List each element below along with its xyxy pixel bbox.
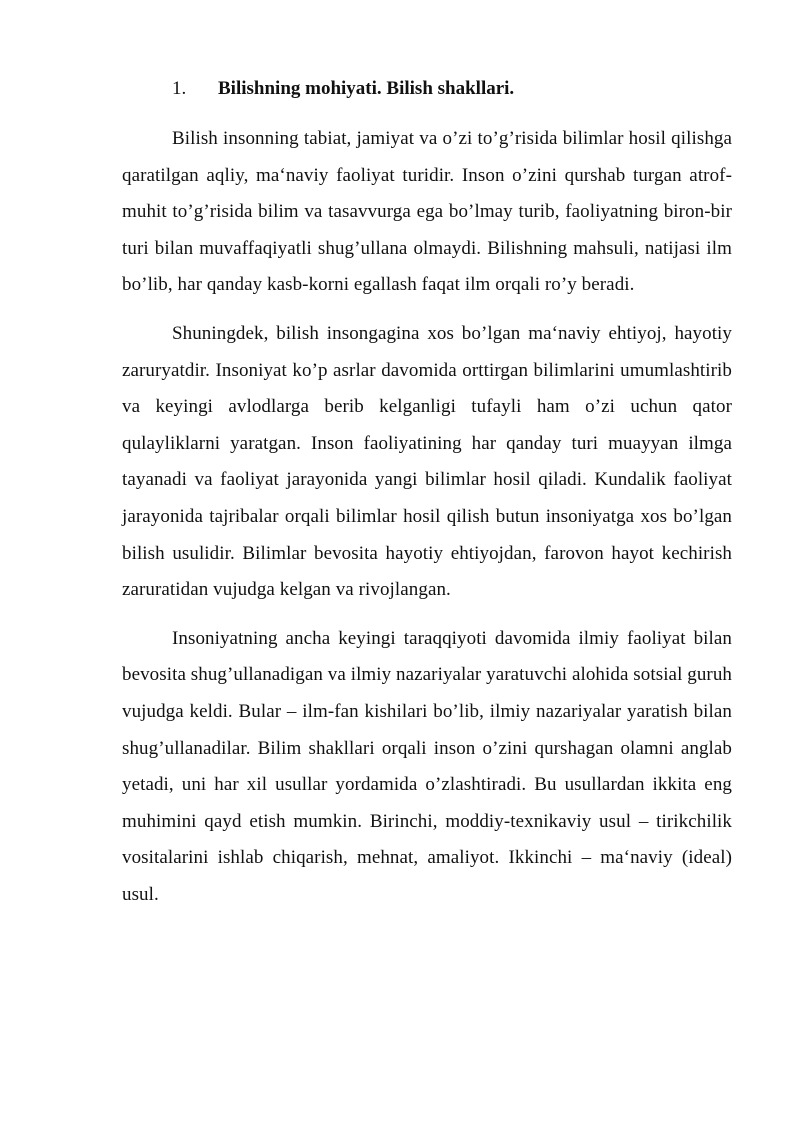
paragraph-2: Shuningdek, bilish insongagina xos bo’lgan ma‘naviy ehtiyoj, hayotiy zaruryatdir. Insoniyat ko’p asrlar davomida orttirgan bilimlarini umumlashtirib va keyingi avlodlarga berib kelganligi tufayli ham o’zi uchun qator qulayliklarni yaratgan. Inson faoliyatining har qanday turi muayyan ilmga tayanadi va faoliyat jarayonida yangi bilimlar hosil qiladi. Kundalik faoliyat jarayonida tajribalar orqali bilimlar hosil qilish butun insoniyatga xos bo’lgan bilish usulidir. Bilimlar bevosita hayotiy ehtiyojdan, farovon hayot kechirish zaruratidan vujudga kelgan va rivojlangan. [122,322,732,601]
document-page [122,72,732,925]
section-heading [122,72,732,106]
paragraph-1: Bilish insonning tabiat, jamiyat va o’zi to’g’risida bilimlar hosil qilishga qaratilgan aqliy, ma‘naviy faoliyat turidir. Inson o’zini qurshab turgan atrof-muhit to’g’risida bilim va tasavvurga ega bo’lmay turib, faoliyatning biron-bir turi bilan muvaffaqiyatli shug’ullana olmaydi. Bilishning mahsuli, natijasi ilm bo’lib, har qanday kasb-korni egallash faqat ilm orqali ro’y beradi. [122,128,732,296]
paragraph-3: Insoniyatning ancha keyingi taraqqiyoti davomida ilmiy faoliyat bilan bevosita shug’ullanadigan va ilmiy nazariyalar yaratuvchi alohida sotsial guruh vujudga keldi. Bular – ilm-fan kishilari bo’lib, ilmiy nazariyalar yaratish bilan shug’ullanadilar. Bilim shakllari orqali inson o’zini qurshagan olamni anglab yetadi, uni har xil usullar yordamida o’zlashtiradi. Bu usullardan ikkita eng muhimini qayd etish mumkin. Birinchi, moddiy-texnikaviy usul – tirikchilik vositalarini ishlab chiqarish, mehnat, amaliyot. Ikkinchi – ma‘naviy (ideal) usul. [122,627,732,905]
section-title: Bilishning mohiyati. Bilish shakllari. [218,78,515,99]
section-number: 1. [172,78,187,99]
